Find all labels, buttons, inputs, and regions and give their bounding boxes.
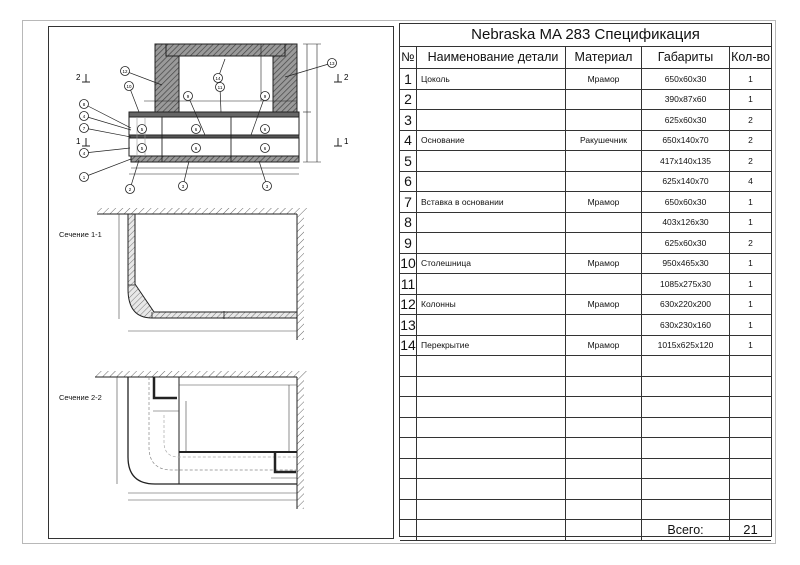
cell-dimensions: 625x60x30	[642, 110, 730, 131]
cell-row-number: 10	[400, 253, 417, 274]
cell-quantity: 1	[730, 89, 772, 110]
cell-row-number: 8	[400, 212, 417, 233]
cell-dimensions: 1085x275x30	[642, 274, 730, 295]
cell-row-number: 12	[400, 294, 417, 315]
cell-material: Ракушечник	[566, 130, 642, 151]
callout-number: 7	[82, 125, 86, 131]
table-total-row	[400, 520, 771, 541]
table-row	[400, 192, 771, 213]
cell-row-number: 7	[400, 192, 417, 213]
empty-cell	[417, 356, 566, 377]
empty-cell	[730, 356, 772, 377]
cell-material: Мрамор	[566, 253, 642, 274]
callout-bubble	[80, 124, 132, 138]
table-row	[400, 294, 771, 315]
header-quantity: Кол-во	[730, 46, 772, 69]
empty-cell	[642, 499, 730, 520]
table-row	[400, 171, 771, 192]
callout-number: 9	[263, 93, 267, 99]
callout-bubble	[80, 159, 132, 182]
table-row-empty	[400, 397, 771, 418]
empty-cell	[566, 479, 642, 500]
cell-part-name: Основание	[417, 130, 566, 151]
callout-number: 6	[263, 126, 267, 132]
header-number: №	[400, 46, 417, 69]
table-header-row	[400, 46, 771, 69]
table-row	[400, 151, 771, 172]
callout-bubble	[138, 144, 147, 153]
section-marker-2-right	[334, 73, 349, 82]
cell-part-name	[417, 315, 566, 336]
empty-cell	[566, 520, 642, 541]
empty-cell	[417, 376, 566, 397]
cell-material: Мрамор	[566, 192, 642, 213]
section-2-2	[95, 371, 307, 509]
empty-cell	[566, 376, 642, 397]
cell-row-number: 11	[400, 274, 417, 295]
cell-quantity: 1	[730, 192, 772, 213]
empty-cell	[642, 397, 730, 418]
callout-bubble	[126, 160, 140, 194]
empty-cell	[730, 376, 772, 397]
callout-bubble	[261, 125, 270, 134]
section-1-1	[97, 208, 307, 340]
empty-cell	[400, 499, 417, 520]
cell-dimensions: 630x220x200	[642, 294, 730, 315]
cell-part-name: Цоколь	[417, 69, 566, 90]
table-row-empty	[400, 458, 771, 479]
empty-cell	[417, 499, 566, 520]
callout-bubble	[192, 144, 201, 153]
table-row	[400, 274, 771, 295]
table-row	[400, 130, 771, 151]
empty-cell	[642, 376, 730, 397]
callout-number: 10	[126, 83, 132, 89]
cell-material: Мрамор	[566, 335, 642, 356]
table-row-empty	[400, 417, 771, 438]
callout-bubble	[138, 125, 147, 134]
cell-dimensions: 950x465x30	[642, 253, 730, 274]
empty-cell	[730, 397, 772, 418]
cell-quantity: 1	[730, 212, 772, 233]
cell-dimensions: 403x126x30	[642, 212, 730, 233]
cell-part-name	[417, 171, 566, 192]
cell-row-number: 2	[400, 89, 417, 110]
table-row	[400, 233, 771, 254]
tabletop	[129, 112, 299, 117]
cell-dimensions: 650x140x70	[642, 130, 730, 151]
section-1-1-label: Сечение 1-1	[59, 230, 102, 239]
empty-cell	[566, 458, 642, 479]
cell-row-number: 1	[400, 69, 417, 90]
section-marker-label: 1	[76, 137, 81, 146]
callout-number: 6	[194, 145, 198, 151]
cell-quantity: 2	[730, 110, 772, 131]
cell-material	[566, 171, 642, 192]
empty-cell	[566, 438, 642, 459]
cell-material: Мрамор	[566, 294, 642, 315]
header-name: Наименование детали	[417, 46, 566, 69]
cell-part-name	[417, 89, 566, 110]
callout-bubble	[192, 125, 201, 134]
cell-part-name	[417, 110, 566, 131]
cell-dimensions: 625x60x30	[642, 233, 730, 254]
cell-material: Мрамор	[566, 69, 642, 90]
section-marker-2-left	[76, 73, 90, 82]
header-material: Материал	[566, 46, 642, 69]
specification-title: Nebraska MA 283 Спецификация	[400, 24, 771, 47]
callout-number: 2	[128, 186, 132, 192]
cell-dimensions: 650x60x30	[642, 69, 730, 90]
table-row-empty	[400, 499, 771, 520]
callout-bubble	[179, 161, 190, 191]
callout-number: 3	[265, 183, 269, 189]
cell-quantity: 1	[730, 335, 772, 356]
lintel	[166, 44, 285, 56]
cell-part-name: Колонны	[417, 294, 566, 315]
callout-number: 4	[82, 113, 86, 119]
callout-bubble	[261, 144, 270, 153]
cell-dimensions: 650x60x30	[642, 192, 730, 213]
empty-cell	[730, 499, 772, 520]
specification-panel	[399, 23, 772, 537]
empty-cell	[566, 417, 642, 438]
cell-part-name	[417, 233, 566, 254]
cell-quantity: 2	[730, 233, 772, 254]
cell-part-name	[417, 212, 566, 233]
empty-cell	[400, 417, 417, 438]
cell-row-number: 9	[400, 233, 417, 254]
empty-cell	[417, 397, 566, 418]
cell-quantity: 1	[730, 69, 772, 90]
callout-number: 13	[329, 60, 335, 66]
cell-part-name: Перекрытие	[417, 335, 566, 356]
callout-number: 8	[82, 101, 86, 107]
table-row	[400, 315, 771, 336]
cell-quantity: 1	[730, 274, 772, 295]
cell-part-name	[417, 151, 566, 172]
cell-quantity: 2	[730, 151, 772, 172]
cell-row-number: 4	[400, 130, 417, 151]
technical-drawing	[49, 27, 395, 540]
table-row	[400, 69, 771, 90]
empty-cell	[730, 438, 772, 459]
table-row	[400, 110, 771, 131]
section-marker-label: 1	[344, 137, 349, 146]
table-row	[400, 212, 771, 233]
cell-dimensions: 625x140x70	[642, 171, 730, 192]
cell-dimensions: 1015x625x120	[642, 335, 730, 356]
cell-row-number: 5	[400, 151, 417, 172]
empty-cell	[400, 479, 417, 500]
cell-material	[566, 274, 642, 295]
empty-cell	[400, 376, 417, 397]
cell-quantity: 4	[730, 171, 772, 192]
empty-cell	[730, 479, 772, 500]
cell-material	[566, 233, 642, 254]
table-row	[400, 335, 771, 356]
table-row-empty	[400, 376, 771, 397]
section-marker-label: 2	[76, 73, 81, 82]
callout-number: 9	[186, 93, 190, 99]
callout-number: 3	[181, 183, 185, 189]
empty-cell	[400, 356, 417, 377]
section-marker-1-right	[334, 137, 349, 146]
cell-material	[566, 110, 642, 131]
cell-part-name: Столешница	[417, 253, 566, 274]
table-row-empty	[400, 479, 771, 500]
total-label: Всего:	[642, 520, 730, 541]
total-value: 21	[730, 520, 772, 541]
callout-bubble	[125, 82, 140, 113]
cell-material	[566, 212, 642, 233]
empty-cell	[400, 397, 417, 418]
cell-material	[566, 151, 642, 172]
empty-cell	[417, 458, 566, 479]
empty-cell	[417, 520, 566, 541]
empty-cell	[730, 458, 772, 479]
table-row	[400, 253, 771, 274]
empty-cell	[417, 479, 566, 500]
callout-number: 5	[140, 126, 144, 132]
cell-part-name	[417, 274, 566, 295]
cell-row-number: 13	[400, 315, 417, 336]
callout-number: 11	[217, 84, 223, 90]
empty-cell	[566, 397, 642, 418]
empty-cell	[417, 438, 566, 459]
empty-cell	[642, 479, 730, 500]
empty-cell	[566, 499, 642, 520]
cell-row-number: 6	[400, 171, 417, 192]
callout-number: 14	[215, 75, 221, 81]
table-row	[400, 89, 771, 110]
cell-dimensions: 630x230x160	[642, 315, 730, 336]
callout-bubble	[80, 148, 131, 158]
empty-cell	[642, 458, 730, 479]
cell-quantity: 2	[730, 130, 772, 151]
section-marker-label: 2	[344, 73, 349, 82]
cell-row-number: 14	[400, 335, 417, 356]
plinth	[131, 156, 299, 162]
drawing-panel	[48, 26, 394, 539]
callout-number: 12	[122, 68, 128, 74]
header-dimensions: Габариты	[642, 46, 730, 69]
callout-number: 1	[82, 174, 86, 180]
cell-quantity: 1	[730, 315, 772, 336]
cell-quantity: 1	[730, 294, 772, 315]
cell-dimensions: 417x140x135	[642, 151, 730, 172]
cell-row-number: 3	[400, 110, 417, 131]
cell-dimensions: 390x87x60	[642, 89, 730, 110]
empty-cell	[642, 417, 730, 438]
empty-cell	[566, 356, 642, 377]
empty-cell	[417, 417, 566, 438]
cell-material	[566, 89, 642, 110]
section-marker-1-left	[76, 137, 90, 146]
table-row-empty	[400, 438, 771, 459]
table-row-empty	[400, 356, 771, 377]
empty-cell	[642, 438, 730, 459]
empty-cell	[400, 438, 417, 459]
section-2-2-label: Сечение 2-2	[59, 393, 102, 402]
callout-number: 6	[263, 145, 267, 151]
empty-cell	[400, 458, 417, 479]
callout-number: 5	[140, 145, 144, 151]
empty-cell	[730, 417, 772, 438]
callout-bubble	[259, 161, 272, 191]
empty-cell	[642, 356, 730, 377]
callout-number: 6	[194, 126, 198, 132]
specification-table	[400, 46, 771, 541]
cell-quantity: 1	[730, 253, 772, 274]
cell-material	[566, 315, 642, 336]
callout-number: 4	[82, 150, 86, 156]
cell-part-name: Вставка в основании	[417, 192, 566, 213]
empty-cell	[400, 520, 417, 541]
front-view	[76, 44, 349, 194]
